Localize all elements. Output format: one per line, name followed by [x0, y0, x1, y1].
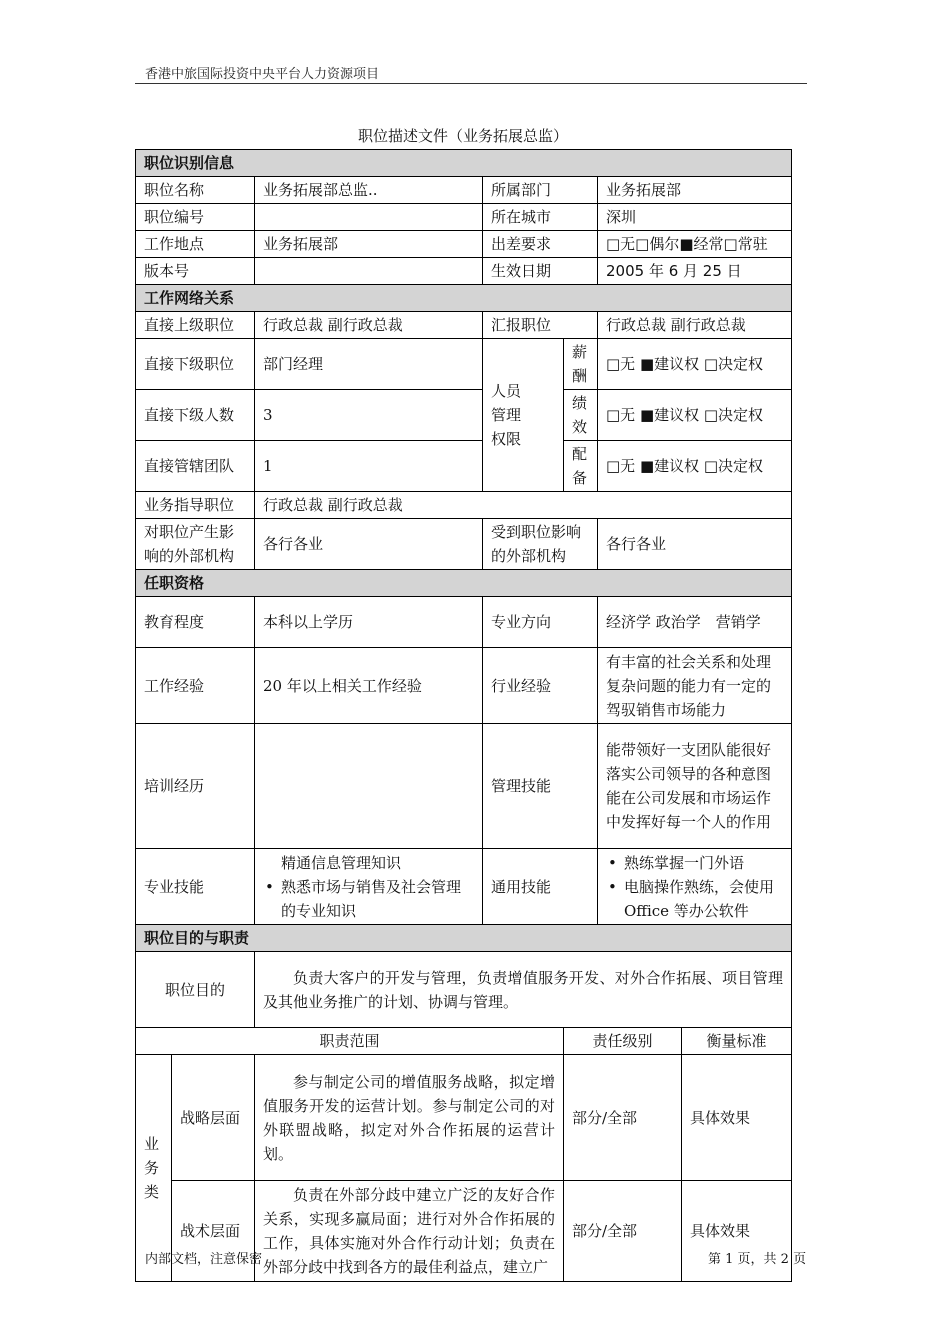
footer-confidential: 内部文档，注意保密 — [145, 1252, 263, 1267]
industry-experience-value: 有丰富的社会关系和处理复杂问题的能力有一定的驾驭销售市场能力 — [598, 648, 792, 724]
subordinate-label: 直接下级职位 — [136, 339, 255, 390]
staffing-label: 配备 — [564, 441, 598, 492]
affect-org-value: 各行各业 — [255, 519, 483, 570]
affected-org-value: 各行各业 — [598, 519, 792, 570]
general-skill-item: • 电脑操作熟练，会使用 Office 等办公软件 — [606, 875, 783, 923]
level-header: 责任级别 — [564, 1028, 682, 1055]
duty-measure: 具体效果 — [682, 1181, 792, 1282]
professional-skill-item: • 熟悉市场与销售及社会管理的专业知识 — [263, 875, 474, 923]
subordinate-count-label: 直接下级人数 — [136, 390, 255, 441]
work-place-value: 业务拓展部 — [255, 231, 483, 258]
pay-label: 薪酬 — [564, 339, 598, 390]
position-name-value: 业务拓展部总监.. — [255, 177, 483, 204]
professional-skill-item: 精通信息管理知识 — [281, 853, 402, 872]
report-value: 行政总裁 副行政总裁 — [598, 312, 792, 339]
report-label: 汇报职位 — [483, 312, 598, 339]
management-skill-value: 能带领好一支团队能很好落实公司领导的各种意图能在公司发展和市场运作中发挥好每一个人的作用 — [598, 724, 792, 849]
performance-label: 绩效 — [564, 390, 598, 441]
guide-label: 业务指导职位 — [136, 492, 255, 519]
category-label: 业务类 — [136, 1055, 172, 1282]
affected-org-label: 受到职位影响的外部机构 — [483, 519, 598, 570]
major-value: 经济学 政治学 营销学 — [598, 597, 792, 648]
industry-experience-label: 行业经验 — [483, 648, 598, 724]
superior-value: 行政总裁 副行政总裁 — [255, 312, 483, 339]
management-skill-label: 管理技能 — [483, 724, 598, 849]
position-code-label: 职位编号 — [136, 204, 255, 231]
version-label: 版本号 — [136, 258, 255, 285]
training-value — [255, 724, 483, 849]
general-skill-item: • 熟练掌握一门外语 — [606, 851, 783, 875]
duty-measure: 具体效果 — [682, 1055, 792, 1181]
authority-label-1: 人员 — [491, 382, 522, 400]
section-network: 工作网络关系 — [136, 285, 792, 312]
scope-header: 职责范围 — [136, 1028, 564, 1055]
guide-value: 行政总裁 副行政总裁 — [255, 492, 792, 519]
professional-skill-label: 专业技能 — [136, 849, 255, 925]
work-experience-value: 20 年以上相关工作经验 — [255, 648, 483, 724]
staffing-value: □无 ■建议权 □决定权 — [598, 441, 792, 492]
authority-label-3: 权限 — [491, 430, 522, 448]
authority-label-2: 管理 — [491, 406, 522, 424]
city-label: 所在城市 — [483, 204, 598, 231]
duty-level: 部分/全部 — [564, 1055, 682, 1181]
duty-description: 负责在外部分歧中建立广泛的友好合作关系，实现多赢局面；进行对外合作拓展的工作，具体实施对外合作行动计划；负责在外部分歧中找到各方的最佳利益点，建立广 — [255, 1181, 564, 1282]
section-identity: 职位识别信息 — [136, 150, 792, 177]
performance-value: □无 ■建议权 □决定权 — [598, 390, 792, 441]
general-skill-label: 通用技能 — [483, 849, 598, 925]
purpose-value: 负责大客户的开发与管理，负责增值服务开发、对外合作拓展、项目管理及其他业务推广的计划、协调与管理。 — [255, 952, 792, 1028]
travel-label: 出差要求 — [483, 231, 598, 258]
professional-skill-list — [255, 849, 483, 925]
header-rule — [135, 83, 807, 84]
header-project-title: 香港中旅国际投资中央平台人力资源项目 — [145, 67, 380, 82]
travel-value: □无□偶尔■经常□常驻 — [598, 231, 792, 258]
department-value: 业务拓展部 — [598, 177, 792, 204]
training-label: 培训经历 — [136, 724, 255, 849]
team-label: 直接管辖团队 — [136, 441, 255, 492]
position-name-label: 职位名称 — [136, 177, 255, 204]
section-qualification: 任职资格 — [136, 570, 792, 597]
team-value: 1 — [255, 441, 483, 492]
subordinate-value: 部门经理 — [255, 339, 483, 390]
city-value: 深圳 — [598, 204, 792, 231]
duty-level: 部分/全部 — [564, 1181, 682, 1282]
version-value — [255, 258, 483, 285]
department-label: 所属部门 — [483, 177, 598, 204]
education-label: 教育程度 — [136, 597, 255, 648]
footer-page-number: 第 1 页，共 2 页 — [708, 1252, 807, 1267]
work-experience-label: 工作经验 — [136, 648, 255, 724]
pay-value: □无 ■建议权 □决定权 — [598, 339, 792, 390]
section-purpose: 职位目的与职责 — [136, 925, 792, 952]
affect-org-label: 对职位产生影响的外部机构 — [136, 519, 255, 570]
duty-layer-label: 战术层面 — [172, 1181, 255, 1282]
effective-date-label: 生效日期 — [483, 258, 598, 285]
position-code-value — [255, 204, 483, 231]
document-title: 职位描述文件（业务拓展总监） — [357, 127, 568, 145]
authority-label — [483, 339, 564, 492]
general-skill-list — [598, 849, 792, 925]
duty-layer-label: 战略层面 — [172, 1055, 255, 1181]
education-value: 本科以上学历 — [255, 597, 483, 648]
major-label: 专业方向 — [483, 597, 598, 648]
effective-date-value: 2005 年 6 月 25 日 — [598, 258, 792, 285]
purpose-label: 职位目的 — [136, 952, 255, 1028]
duty-description: 参与制定公司的增值服务战略，拟定增值服务开发的运营计划。参与制定公司的对外联盟战略，拟定对外合作拓展的运营计划。 — [255, 1055, 564, 1181]
job-description-table — [135, 149, 792, 1282]
superior-label: 直接上级职位 — [136, 312, 255, 339]
measure-header: 衡量标准 — [682, 1028, 792, 1055]
subordinate-count-value: 3 — [255, 390, 483, 441]
work-place-label: 工作地点 — [136, 231, 255, 258]
